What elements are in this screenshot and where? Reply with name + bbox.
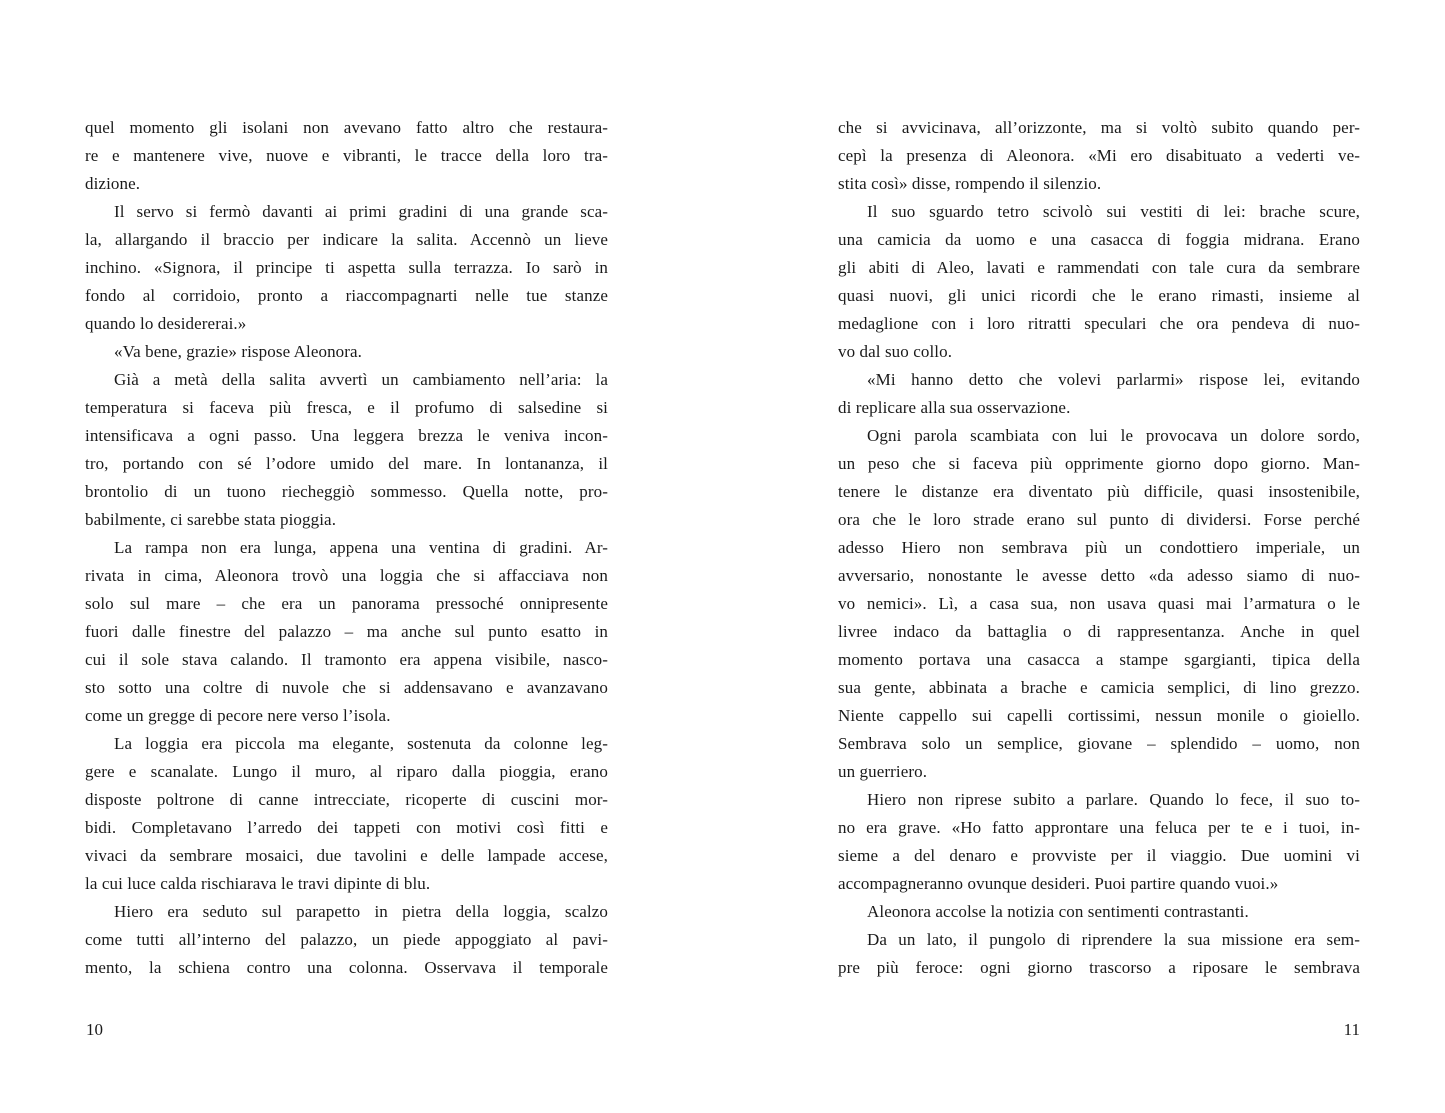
text-line: momento portava una casacca a stampe sgargianti, tipica della bbox=[838, 650, 1360, 669]
text-line: sto sotto una coltre di nuvole che si addensavano e avanzavano bbox=[85, 678, 608, 697]
text-line: stita così» disse, rompendo il silenzio. bbox=[838, 174, 1102, 193]
text-line: «Mi hanno detto che volevi parlarmi» rispose lei, evitando bbox=[867, 370, 1360, 389]
text-line: quel momento gli isolani non avevano fatto altro che restaura- bbox=[85, 118, 608, 137]
text-line: adesso Hiero non sembrava più un condottiero imperiale, un bbox=[838, 538, 1360, 557]
text-line: gli abiti di Aleo, lavati e rammendati con tale cura da sembrare bbox=[838, 258, 1360, 277]
text-line: La loggia era piccola ma elegante, sostenuta da colonne leg- bbox=[114, 734, 608, 753]
text-line: avversario, nonostante le avesse detto «da adesso siamo di nuo- bbox=[838, 566, 1360, 585]
text-line: temperatura si faceva più fresca, e il profumo di salsedine si bbox=[85, 398, 608, 417]
text-line: accompagneranno ovunque desideri. Puoi partire quando vuoi.» bbox=[838, 874, 1279, 893]
text-line: brontolio di un tuono riecheggiò sommesso. Quella notte, pro- bbox=[85, 482, 608, 501]
text-line: un guerriero. bbox=[838, 762, 928, 781]
text-line: vo dal suo collo. bbox=[838, 342, 953, 361]
text-line: Hiero non riprese subito a parlare. Quando lo fece, il suo to- bbox=[867, 790, 1360, 809]
text-line: Ogni parola scambiata con lui le provocava un dolore sordo, bbox=[867, 426, 1360, 445]
text-line: intensificava a ogni passo. Una leggera brezza le veniva incon- bbox=[85, 426, 608, 445]
text-column-left bbox=[85, 114, 608, 982]
text-line: cui il sole stava calando. Il tramonto era appena visibile, nasco- bbox=[85, 650, 608, 669]
text-line: medaglione con i loro ritratti speculari che ora pendeva di nuo- bbox=[838, 314, 1360, 333]
text-line: fondo al corridoio, pronto a riaccompagnarti nelle tue stanze bbox=[85, 286, 608, 305]
text-line: Da un lato, il pungolo di riprendere la sua missione era sem- bbox=[867, 930, 1360, 949]
text-line: re e mantenere vive, nuove e vibranti, le tracce della loro tra- bbox=[85, 146, 608, 165]
text-line: quasi nuovi, gli unici ricordi che le erano rimasti, insieme al bbox=[838, 286, 1360, 305]
text-line: solo sul mare – che era un panorama pressoché onnipresente bbox=[85, 594, 608, 613]
text-line: come tutti all’interno del palazzo, un piede appoggiato al pavi- bbox=[85, 930, 608, 949]
text-line: la cui luce calda rischiarava le travi dipinte di blu. bbox=[85, 874, 431, 893]
text-line: mento, la schiena contro una colonna. Osservava il temporale bbox=[85, 958, 608, 977]
text-line: Il servo si fermò davanti ai primi gradini di una grande sca- bbox=[114, 202, 608, 221]
page-right bbox=[838, 0, 1360, 1113]
text-line: Niente cappello sui capelli cortissimi, nessun monile o gioiello. bbox=[838, 706, 1360, 725]
page-left bbox=[85, 0, 608, 1113]
text-line: disposte poltrone di canne intrecciate, ricoperte di cuscini mor- bbox=[85, 790, 608, 809]
text-line: un peso che si faceva più opprimente giorno dopo giorno. Man- bbox=[838, 454, 1360, 473]
text-line: rivata in cima, Aleonora trovò una loggia che si affacciava non bbox=[85, 566, 608, 585]
text-line: una camicia da uomo e una casacca di foggia midrana. Erano bbox=[838, 230, 1360, 249]
text-line: Già a metà della salita avvertì un cambiamento nell’aria: la bbox=[114, 370, 608, 389]
text-line: Aleonora accolse la notizia con sentimenti contrastanti. bbox=[867, 902, 1249, 921]
text-line: vo nemici». Lì, a casa sua, non usava quasi mai l’armatura o le bbox=[838, 594, 1360, 613]
text-line: inchino. «Signora, il principe ti aspetta sulla terrazza. Io sarò in bbox=[85, 258, 608, 277]
text-line: Hiero era seduto sul parapetto in pietra della loggia, scalzo bbox=[114, 902, 608, 921]
text-line: vivaci da sembrare mosaici, due tavolini e delle lampade accese, bbox=[85, 846, 608, 865]
text-line: ora che le loro strade erano sul punto di dividersi. Forse perché bbox=[838, 510, 1360, 529]
text-line: pre più feroce: ogni giorno trascorso a riposare le sembrava bbox=[838, 958, 1360, 977]
text-line: di replicare alla sua osservazione. bbox=[838, 398, 1071, 417]
text-line: bidi. Completavano l’arredo dei tappeti con motivi così fitti e bbox=[85, 818, 608, 837]
text-line: dizione. bbox=[85, 174, 141, 193]
text-line: sua gente, abbinata a brache e camicia semplici, di lino grezzo. bbox=[838, 678, 1360, 697]
page-number-left: 10 bbox=[86, 1020, 103, 1039]
text-line: gere e scanalate. Lungo il muro, al riparo dalla pioggia, erano bbox=[85, 762, 608, 781]
text-line: tro, portando con sé l’odore umido del mare. In lontananza, il bbox=[85, 454, 608, 473]
text-line: come un gregge di pecore nere verso l’isola. bbox=[85, 706, 391, 725]
text-line: fuori dalle finestre del palazzo – ma anche sul punto esatto in bbox=[85, 622, 608, 641]
text-line: cepì la presenza di Aleonora. «Mi ero disabituato a vederti ve- bbox=[838, 146, 1360, 165]
text-column-right bbox=[838, 114, 1360, 982]
text-line: no era grave. «Ho fatto approntare una feluca per te e i tuoi, in- bbox=[838, 818, 1360, 837]
text-line: Il suo sguardo tetro scivolò sui vestiti di lei: brache scure, bbox=[867, 202, 1360, 221]
text-line: la, allargando il braccio per indicare la salita. Accennò un lieve bbox=[85, 230, 608, 249]
text-line: tenere le distanze era diventato più difficile, quasi insostenibile, bbox=[838, 482, 1360, 501]
text-line: sieme a del denaro e provviste per il viaggio. Due uomini vi bbox=[838, 846, 1360, 865]
text-line: quando lo desidererai.» bbox=[85, 314, 247, 333]
text-line: Sembrava solo un semplice, giovane – splendido – uomo, non bbox=[838, 734, 1360, 753]
page-number-right: 11 bbox=[1343, 1020, 1360, 1039]
text-line: che si avvicinava, all’orizzonte, ma si voltò subito quando per- bbox=[838, 118, 1360, 137]
text-line: «Va bene, grazie» rispose Aleonora. bbox=[114, 342, 363, 361]
text-line: La rampa non era lunga, appena una ventina di gradini. Ar- bbox=[114, 538, 608, 557]
text-line: livree indaco da battaglia o di rappresentanza. Anche in quel bbox=[838, 622, 1360, 641]
text-line: babilmente, ci sarebbe stata pioggia. bbox=[85, 510, 337, 529]
